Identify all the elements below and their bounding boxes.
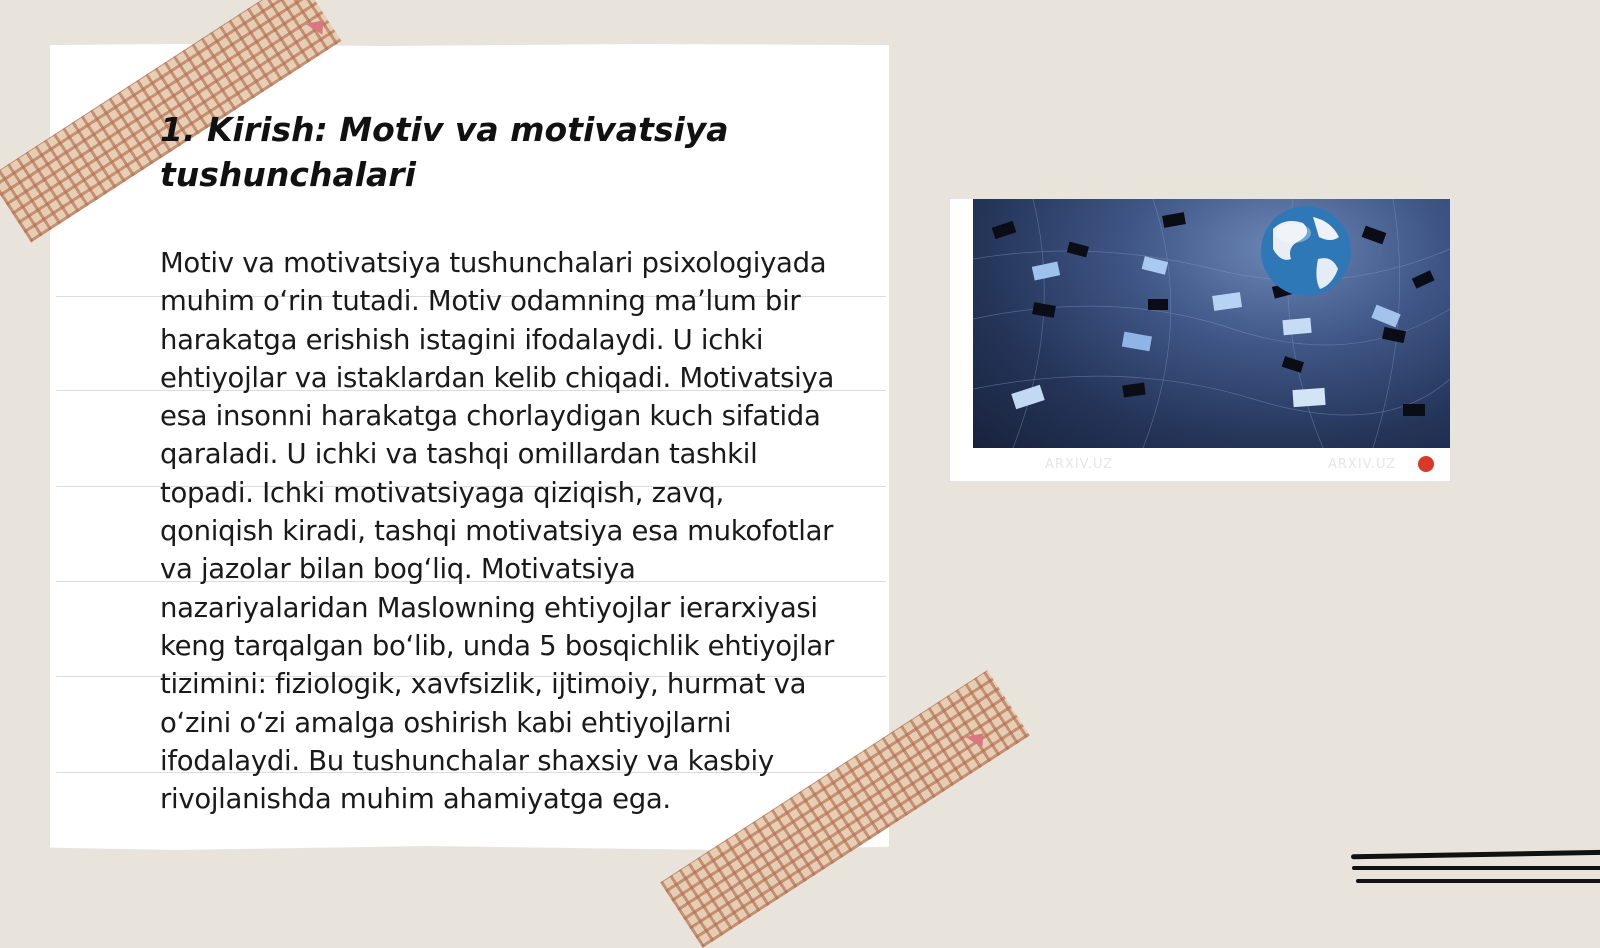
brush-stroke xyxy=(1351,850,1600,860)
network-globe-image xyxy=(973,199,1450,448)
watermark-right: ARXIV.UZ xyxy=(1328,457,1397,472)
red-dot-icon xyxy=(1418,456,1434,472)
network-photo xyxy=(950,199,1450,481)
watermark-left: ARXIV.UZ xyxy=(1045,457,1114,472)
network-illustration xyxy=(973,199,1450,448)
brush-stroke xyxy=(1356,879,1600,883)
body-paragraph: Motiv va motivatsiya tushunchalari psixologiyada muhim oʻrin tutadi. Motiv odamning maʼlum bir harakatga erishish istagini ifodalaydi. U ichki ehtiyojlar va istaklardan kelib chiqadi. Motivatsiya esa insonni harakatga chorlaydigan kuch sifatida qaraladi. U ichki va tashqi omillardan tashkil topadi. Ichki motivatsiyaga qiziqish, zavq, qoniqish kiradi, tashqi motivatsiya esa mukofotlar va jazolar bilan bogʻliq. Motivatsiya nazariyalaridan Maslowning ehtiyojlar ierarxiyasi keng tarqalgan boʻlib, unda 5 bosqichlik ehtiyojlar tizimini: fiziologik, xavfsizlik, ijtimoiy, hurmat va oʻzini oʻzi amalga oshirish kabi ehtiyojlarni ifodalaydi. Bu tushunchalar shaxsiy va kasbiy rivojlanishda muhim ahamiyatga ega. xyxy=(160,247,835,816)
laptop-icons xyxy=(992,212,1435,416)
brush-stroke xyxy=(1352,866,1600,870)
globe-icon xyxy=(1261,206,1351,296)
slide-title: 1. Kirish: Motiv va motivatsiya tushunchalari xyxy=(160,110,729,194)
